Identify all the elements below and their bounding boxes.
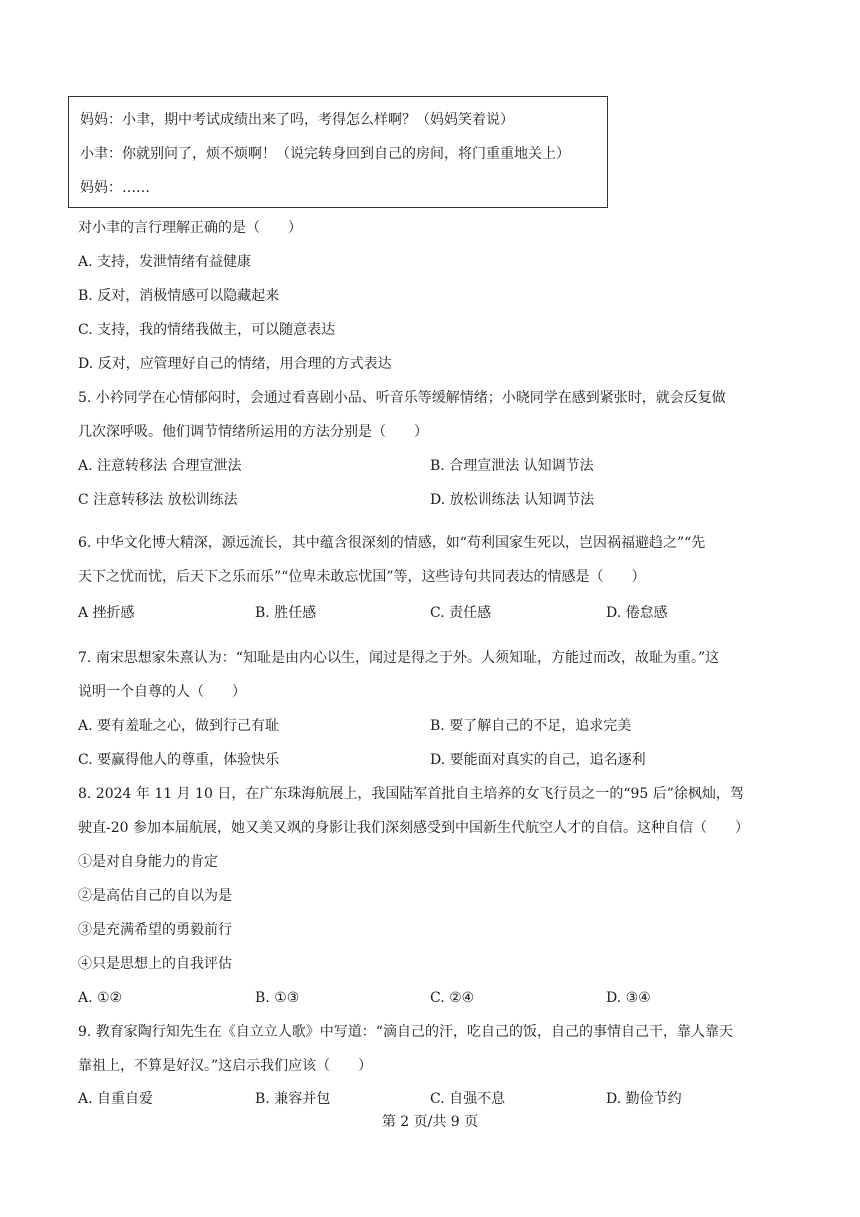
q7-option-a: A. 要有羞耻之心，做到行己有耻	[78, 718, 280, 734]
q6-stem-line-1: 6. 中华文化博大精深，源远流长，其中蕴含很深刻的情感，如“苟利国家生死以，岂因祸福避趋之”“先	[78, 535, 706, 551]
q7-option-c: C. 要赢得他人的尊重，体验快乐	[78, 752, 280, 768]
dialog-line-1: 妈妈：小聿，期中考试成绩出来了吗，考得怎么样啊？（妈妈笑着说）	[80, 112, 514, 128]
q9-option-c: C. 自强不息	[430, 1091, 506, 1107]
q9-stem-line-2: 靠祖上，不算是好汉。”这启示我们应该（ ）	[78, 1058, 373, 1074]
dialog-line-2: 小聿：你就别问了，烦不烦啊！（说完转身回到自己的房间，将门重重地关上）	[80, 146, 570, 162]
q7-option-d: D. 要能面对真实的自己，追名逐利	[430, 752, 646, 768]
q9-option-b: B. 兼容并包	[255, 1091, 331, 1107]
q8-item-2: ②是高估自己的自以为是	[78, 888, 232, 904]
q5-option-d: D. 放松训练法 认知调节法	[430, 492, 595, 508]
q8-option-c: C. ②④	[430, 990, 475, 1006]
q5-stem-line-1: 5. 小衿同学在心情郁闷时，会通过看喜剧小品、听音乐等缓解情绪；小晓同学在感到紧张时，就会反复做	[78, 390, 726, 406]
q5-option-a: A. 注意转移法 合理宣泄法	[78, 458, 242, 474]
q4-option-a: A. 支持，发泄情绪有益健康	[78, 254, 252, 270]
q4-option-b: B. 反对，消极情感可以隐藏起来	[78, 288, 280, 304]
q8-option-d: D. ③④	[606, 990, 651, 1006]
q8-stem-line-1: 8. 2024 年 11 月 10 日，在广东珠海航展上，我国陆军首批自主培养的女飞行员之一的“95 后”徐枫灿，驾	[78, 786, 744, 802]
q6-option-d: D. 倦怠感	[606, 605, 668, 621]
q8-option-b: B. ①③	[255, 990, 300, 1006]
q6-option-b: B. 胜任感	[255, 605, 317, 621]
q7-option-b: B. 要了解自己的不足，追求完美	[430, 718, 632, 734]
q9-stem-line-1: 9. 教育家陶行知先生在《自立立人歌》中写道：“滴自己的汗，吃自己的饭，自己的事情自己干，靠人靠天	[78, 1024, 733, 1040]
q8-item-1: ①是对自身能力的肯定	[78, 854, 218, 870]
q6-option-c: C. 责任感	[430, 605, 492, 621]
q7-stem-line-2: 说明一个自尊的人（ ）	[78, 684, 246, 700]
q5-stem-line-2: 几次深呼吸。他们调节情绪所运用的方法分别是（ ）	[78, 424, 428, 440]
q9-option-d: D. 勤俭节约	[606, 1091, 682, 1107]
q4-option-d: D. 反对，应管理好自己的情绪，用合理的方式表达	[78, 356, 392, 372]
q5-option-b: B. 合理宣泄法 认知调节法	[430, 458, 594, 474]
q8-item-4: ④只是思想上的自我评估	[78, 956, 232, 972]
q4-stem: 对小聿的言行理解正确的是（ ）	[78, 220, 302, 236]
q7-stem-line-1: 7. 南宋思想家朱熹认为：“知耻是由内心以生，闻过是得之于外。人须知耻，方能过而改，故耻为重。”这	[78, 650, 720, 666]
q5-option-c: C 注意转移法 放松训练法	[78, 492, 238, 508]
q6-option-a: A 挫折感	[78, 605, 135, 621]
q6-stem-line-2: 天下之忧而忧，后天下之乐而乐”“位卑未敢忘忧国”等，这些诗句共同表达的情感是（ ）	[78, 569, 646, 585]
q4-option-c: C. 支持，我的情绪我做主，可以随意表达	[78, 322, 336, 338]
page-footer: 第 2 页/共 9 页	[381, 1114, 479, 1130]
q8-option-a: A. ①②	[78, 990, 123, 1006]
dialog-line-3: 妈妈：……	[80, 180, 150, 196]
q8-item-3: ③是充满希望的勇毅前行	[78, 922, 232, 938]
q8-stem-line-2: 驶直-20 参加本届航展，她又美又飒的身影让我们深刻感受到中国新生代航空人才的自信。这种自信（ ）	[78, 820, 749, 836]
q9-option-a: A. 自重自爱	[78, 1091, 154, 1107]
